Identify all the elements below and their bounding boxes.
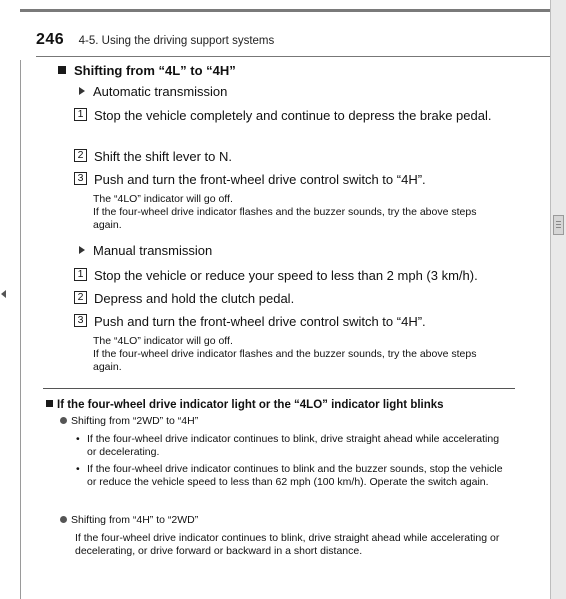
auto-note [93,193,507,232]
square-bullet-icon [46,400,53,407]
step-number-box: 2 [74,149,87,162]
step-text: Stop the vehicle or reduce your speed to less than 2 mph (3 km/h). [94,268,478,283]
circle-bullet-icon [60,417,67,424]
info-title-text: If the four-wheel drive indicator light or the “4LO” indicator light blinks [57,399,444,411]
info-section-1-head [60,415,198,427]
section-title: 4-5. Using the driving support systems [78,35,275,47]
list-item [76,463,506,489]
page-left-border [20,60,21,599]
note-line: If the four-wheel drive indicator flashes and the buzzer sounds, try the above steps again. [93,206,477,231]
list-item-text: If the four-wheel drive indicator continues to blink and the buzzer sounds, stop the vehicle or reduce the vehicle speed to less than 62 mph (100 km/h). Operate the switch again. [87,463,503,488]
triangle-bullet-icon [79,87,85,95]
info-divider [43,388,515,389]
info-section-2-text: If the four-wheel drive indicator continues to blink, drive straight ahead while accelerating or decelerating, or drive forward or backward in a short distance. [75,532,500,557]
manual-note [93,335,507,374]
step-number-box: 2 [74,291,87,304]
step-number-box: 1 [74,108,87,121]
info-title [46,399,444,411]
manual-transmission-label [79,243,212,258]
note-line: The “4LO” indicator will go off. [93,335,233,347]
note-line: The “4LO” indicator will go off. [93,193,233,205]
section-head-text: Shifting from “4H” to “2WD” [71,514,199,526]
step-text: Stop the vehicle completely and continue to depress the brake pedal. [94,108,492,123]
manual-label-text: Manual transmission [93,243,213,258]
list-item [76,433,506,459]
square-bullet-icon [58,66,66,74]
triangle-bullet-icon [79,246,85,254]
manual-step-1 [74,267,510,284]
list-item-text: If the four-wheel drive indicator continues to blink, drive straight ahead while accelerating or decelerating. [87,433,500,458]
auto-step-2 [74,148,510,165]
step-number-box: 3 [74,172,87,185]
manual-step-3 [74,313,510,330]
info-section-2-head [60,514,198,526]
circle-bullet-icon [60,516,67,523]
step-number-box: 1 [74,268,87,281]
step-text: Shift the shift lever to N. [94,149,233,164]
header-rule [36,56,550,57]
subheading [58,63,236,78]
automatic-transmission-label [79,84,227,99]
subheading-text: Shifting from “4L” to “4H” [74,63,236,78]
automatic-label-text: Automatic transmission [93,84,228,99]
auto-step-1 [74,107,510,124]
step-number-box: 3 [74,314,87,327]
manual-step-2 [74,290,510,307]
auto-step-3 [74,171,510,188]
collapse-arrow-icon[interactable] [1,290,6,298]
section-head-text: Shifting from “2WD” to “4H” [71,415,199,427]
bullet-dot-icon: • [76,433,80,445]
page-header [36,31,274,49]
page-number: 246 [36,31,65,48]
note-line: If the four-wheel drive indicator flashes and the buzzer sounds, try the above steps again. [93,348,477,373]
vertical-scrollbar[interactable] [550,0,566,599]
bullet-dot-icon: • [76,463,80,475]
step-text: Push and turn the front-wheel drive control switch to “4H”. [94,314,426,329]
scrollbar-thumb[interactable] [553,215,564,235]
top-rule [20,0,555,12]
step-text: Depress and hold the clutch pedal. [94,291,295,306]
step-text: Push and turn the front-wheel drive control switch to “4H”. [94,172,426,187]
